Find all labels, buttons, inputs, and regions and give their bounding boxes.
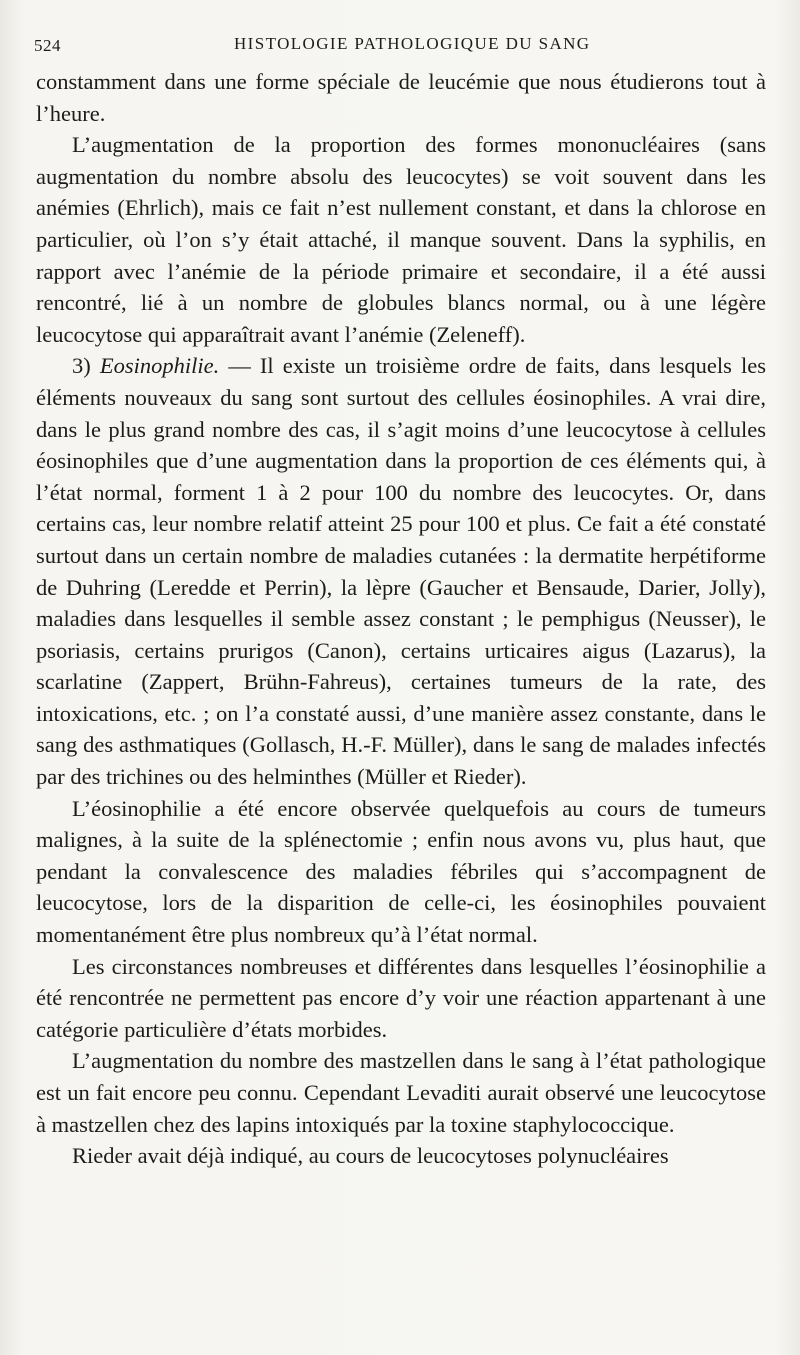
page-header bbox=[34, 30, 764, 60]
section-number: 3) bbox=[72, 353, 91, 379]
section-heading: Eosinophilie. bbox=[99, 353, 220, 379]
paragraph-text: Les circonstances nombreuses et différentes dans lesquelles l’éosinophilie a été rencontrée ne permettent pas encore d’y voir une réaction appartenant à une catégorie particulière d’états morbides. bbox=[36, 953, 766, 1042]
paragraph-rieder bbox=[36, 1140, 766, 1172]
paragraph-text: L’augmentation du nombre des mastzellen dans le sang à l’état pathologique est un fait encore peu connu. Cependant Levaditi aurait observé une leucocytose à mastzellen chez des lapins intoxiqués par la toxine staphylococcique. bbox=[36, 1048, 766, 1137]
paragraph-continuation bbox=[36, 66, 766, 129]
paragraph-text: L’augmentation de la proportion des formes mononucléaires (sans augmentation du nombre absolu des leucocytes) se voit souvent dans les anémies (Ehrlich), mais ce fait n’est nullement constant, et dans la chlorose en particulier, où l’on s’y était attaché, il manque souvent. Dans la syphilis, en rapport avec l’anémie de la période primaire et secondaire, il a été aussi rencontré, lié à un nombre de globules blancs normal, ou à une légère leucocytose qui apparaîtrait avant l’anémie (Zeleneff). bbox=[36, 132, 766, 347]
paragraph-circonstances bbox=[36, 951, 766, 1046]
page-number: 524 bbox=[34, 36, 61, 55]
paragraph-eosinophilie bbox=[36, 350, 766, 792]
paragraph-mastzellen bbox=[36, 1045, 766, 1140]
paragraph-mononuclear bbox=[36, 129, 766, 350]
paragraph-text: L’éosinophilie a été encore observée quelquefois au cours de tumeurs malignes, à la suite de la splénectomie ; enfin nous avons vu, plus haut, que pendant la convalescence des maladies fébriles qui s’accompagnent de leucocytose, lors de la disparition de celle-ci, les éosinophiles pouvaient momentanément être plus nombreux qu’à l’état normal. bbox=[36, 795, 766, 948]
paragraph-eosinophilie-tumeurs bbox=[36, 793, 766, 951]
paragraph-text: constamment dans une forme spéciale de leucémie que nous étudierons tout à l’heure. bbox=[36, 69, 766, 126]
paragraph-text: — Il existe un troisième ordre de faits, dans lesquels les éléments nouveaux du sang sont surtout des cellules éosinophiles. A vrai dire, dans le plus grand nombre des cas, il s’agit moins d’une leucocytose à cellules éosinophiles que d’une augmentation dans la proportion de ces éléments qui, à l’état normal, forment 1 à 2 pour 100 du nombre des leucocytes. Or, dans certains cas, leur nombre relatif atteint 25 pour 100 et plus. Ce fait a été constaté surtout dans un certain nombre de maladies cutanées : la dermatite herpétiforme de Duhring (Leredde et Perrin), la lèpre (Gaucher et Bensaude, Darier, Jolly), maladies dans lesquelles il semble assez constant ; le pemphigus (Neusser), le psoriasis, certains prurigos (Canon), certains urticaires aigus (Lazarus), la scarlatine (Zappert, Brühn-Fahreus), certaines tumeurs de la rate, des intoxications, etc. ; on l’a constaté aussi, d’une manière assez constante, dans le sang des asthmatiques (Gollasch, H.-F. Müller), dans le sang de malades infectés par des trichines ou des helminthes (Müller et Rieder). bbox=[36, 353, 766, 790]
paragraph-text: Rieder avait déjà indiqué, au cours de leucocytoses polynucléaires bbox=[72, 1143, 669, 1169]
running-head: HISTOLOGIE PATHOLOGIQUE DU SANG bbox=[234, 34, 591, 53]
body-text bbox=[36, 66, 766, 1172]
